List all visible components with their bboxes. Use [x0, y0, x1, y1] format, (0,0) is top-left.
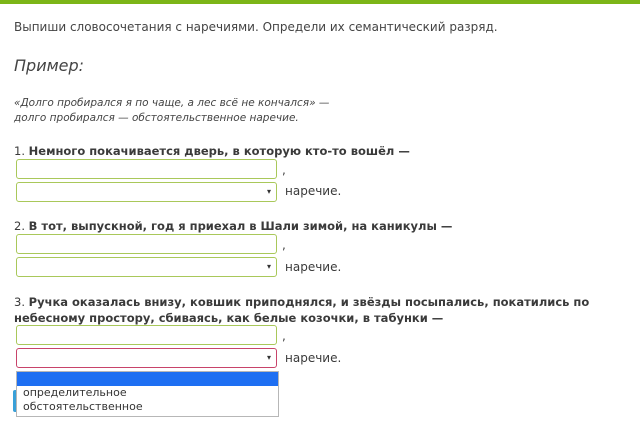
example-answer: долго пробирался — обстоятельственное наречие.	[14, 112, 299, 124]
dropdown-option-definitive[interactable]: определительное	[23, 386, 127, 399]
task-1	[14, 143, 634, 159]
category-dropdown-list[interactable]	[16, 371, 279, 417]
comma-3: ,	[282, 329, 286, 343]
phrase-input-1[interactable]	[16, 159, 277, 179]
task-2	[14, 218, 634, 234]
task-sentence: Ручка оказалась внизу, ковшик приподнялся, и звёзды посыпались, покатились по небесному простору, сбиваясь, как белые козочки, в табунки —	[14, 295, 590, 325]
phrase-input-2[interactable]	[16, 234, 277, 254]
suffix-label-3: наречие.	[285, 351, 342, 365]
category-select-3[interactable]	[16, 348, 277, 368]
task-sentence: В тот, выпускной, год я приехал в Шали зимой, на каникулы —	[28, 219, 453, 233]
task-number: 1.	[14, 144, 25, 158]
chevron-down-icon: ▾	[266, 187, 271, 196]
example-sentence: «Долго пробирался я по чаще, а лес всё не кончался» —	[14, 97, 330, 109]
task-sentence: Немного покачивается дверь, в которую кто-то вошёл —	[28, 144, 410, 158]
chevron-down-icon: ▾	[266, 353, 271, 362]
dropdown-option-empty[interactable]	[17, 372, 278, 386]
chevron-down-icon: ▾	[266, 262, 271, 271]
task-number: 2.	[14, 219, 25, 233]
category-select-1[interactable]	[16, 182, 277, 202]
suffix-label-2: наречие.	[285, 260, 342, 274]
suffix-label-1: наречие.	[285, 184, 342, 198]
dropdown-option-circumstantial[interactable]: обстоятельственное	[23, 400, 143, 413]
phrase-input-3[interactable]	[16, 325, 277, 345]
task-number: 3.	[14, 295, 25, 309]
instruction-text: Выпиши словосочетания с наречиями. Определи их семантический разряд.	[14, 20, 498, 34]
comma-1: ,	[282, 163, 286, 177]
task-3	[14, 294, 634, 326]
comma-2: ,	[282, 238, 286, 252]
example-heading: Пример:	[14, 56, 85, 75]
category-select-2[interactable]	[16, 257, 277, 277]
top-accent-bar	[0, 0, 640, 4]
